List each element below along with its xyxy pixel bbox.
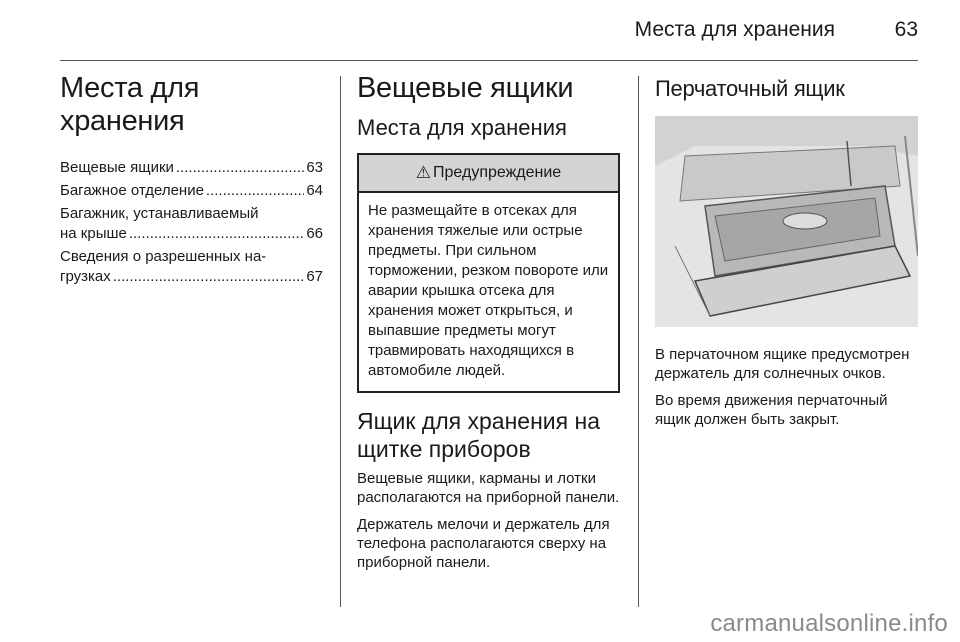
warning-text: Не размещайте в отсеках для хранения тяжелые или острые предметы. При сильном торможении, резком повороте или аварии крышка отсека для хранения может открыться, и выпавшие предметы могут травмировать находящихся в автомобиле людей. xyxy=(368,202,609,379)
warning-heading: Предупреждение xyxy=(433,164,562,181)
column-divider-2 xyxy=(638,76,639,607)
toc-entry[interactable]: Сведения о разрешенных на- грузках ..... 67 xyxy=(60,247,323,287)
subsection-title: Места для хранения xyxy=(357,115,567,140)
column-divider-1 xyxy=(340,76,341,607)
glovebox-illustration xyxy=(655,116,918,327)
paragraph: Во время движения перчаточный ящик должен быть закрыт. xyxy=(655,392,888,428)
glovebox-photo xyxy=(655,116,918,327)
section-title: Перчаточный ящик xyxy=(655,76,845,101)
warning-triangle-icon: ⚠ xyxy=(415,163,432,182)
warning-box xyxy=(357,153,620,393)
toc-entry[interactable]: Багажник, устанавливаемый на крыше ..... 66 xyxy=(60,204,323,244)
paragraph: Вещевые ящики, карманы и лотки располагаются на приборной панели. xyxy=(357,470,620,506)
content-column-3 xyxy=(655,72,918,429)
site-watermark: carmanualsonline.info xyxy=(710,610,948,637)
section-heading: Ящик для хранения на щитке приборов xyxy=(357,408,600,462)
table-of-contents xyxy=(60,158,323,287)
page-number: 63 xyxy=(894,18,918,41)
toc-entry[interactable]: Вещевые ящики ..... 63 xyxy=(60,158,323,178)
toc-entry[interactable]: Багажное отделение ..... 64 xyxy=(60,181,323,201)
toc-column xyxy=(60,72,323,290)
content-column-2 xyxy=(357,72,622,572)
chapter-title: Места для хранения xyxy=(60,72,200,137)
section-title: Вещевые ящики xyxy=(357,72,574,104)
running-header-title: Места для хранения xyxy=(634,18,835,41)
header-divider xyxy=(60,60,918,61)
paragraph: Держатель мелочи и держатель для телефона располагаются сверху на приборной панели. xyxy=(357,516,610,571)
paragraph: В перчаточном ящике предусмотрен держатель для солнечных очков. xyxy=(655,346,910,382)
warning-header xyxy=(359,155,618,193)
